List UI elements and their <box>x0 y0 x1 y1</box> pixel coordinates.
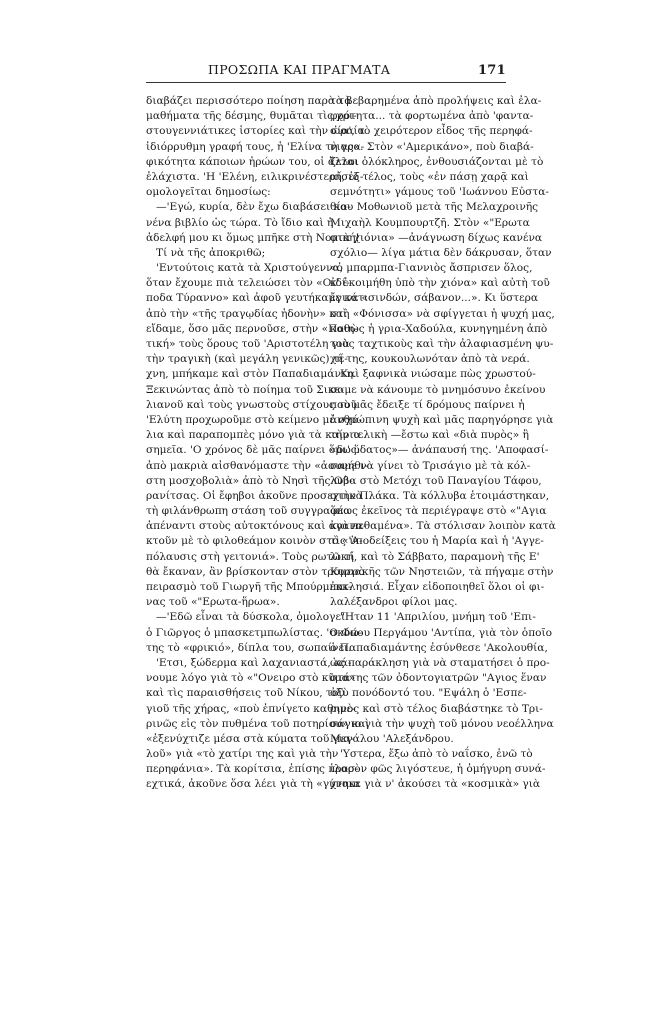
text-line: φικότητα κάποιων ἡρώων του, οἱ ἄλλοι <box>146 155 359 168</box>
text-line: λιανοῦ καὶ τοὺς γνωστοὺς στίχους τοῦ <box>146 398 358 411</box>
text-line: ἔγινε «σινδών, σάβανον...». Κι ὕστερα <box>330 292 539 305</box>
text-line: τὴν τραγικὴ (καὶ μεγάλη γενικῶς) τέ- <box>146 353 348 366</box>
text-line: στὴ «Φόνισσα» νὰ σφίγγεται ἡ ψυχή μας, <box>330 307 555 320</box>
text-line: ἱλαρὸν φῶς λιγόστευε, ἡ ὁμήγυρη συνά- <box>330 763 546 776</box>
text-line: κ' ἐκοιμήθη ὑπὸ τὴν χιόνα» καὶ αὐτὴ τοῦ <box>330 277 550 290</box>
text-line: τική» τοὺς ὅρους τοῦ 'Αριστοτέλη γιὰ <box>146 338 350 350</box>
text-line: ρινῶς εἰς τὸν πυθμένα τοῦ ποτηρίου» καὶ <box>146 717 370 730</box>
running-title: ΠΡΟΣΩΠΑ ΚΑΙ ΠΡΑΓΜΑΤΑ <box>208 62 391 77</box>
text-line: καθὼς ἡ γρια-Χαδούλα, κυνηγημένη ἀπὸ <box>330 322 548 335</box>
text-line: νουμε λόγο γιὰ τὸ «"Ονειρο στὸ κῦμα» <box>146 672 356 685</box>
text-line: Κυριακῆς τῶν Νηστειῶν, τὰ πήγαμε στὴν <box>330 565 554 578</box>
text-line: λυβα στὸ Μετόχι τοῦ Παναγίου Τάφου, <box>330 474 542 487</box>
text-line: ἀπέναντι στοὺς αὐτοκτόνους καὶ ἀγανα- <box>146 520 367 533</box>
text-line: σκόπου Περγάμου 'Αντίπα, γιὰ τὸν ὁποῖο <box>330 626 553 639</box>
text-line: ἐλάχιστα. 'Η 'Ελένη, ειλικρινέστερη, ἐξ- <box>146 170 364 183</box>
text-line: θίου Μοθωνιοῦ μετὰ τῆς Μελαχροινῆς <box>330 201 539 214</box>
text-line: λική, καὶ τὸ Σάββατο, παραμονὴ τῆς Ε' <box>330 550 540 563</box>
text-line: 'Εντούτοις κατὰ τὰ Χριστούγεννα, <box>156 262 344 275</box>
text-line: χή της, κουκουλωνόταν ἀπὸ τὰ νερά. <box>330 353 530 366</box>
text-line: Ξεκινώντας ἀπὸ τὸ ποίημα τοῦ Σικε- <box>146 383 344 396</box>
text-line: ἰδιόρρυθμη γραφή τους, ἡ 'Ελίνα τὴ γρα- <box>146 140 365 153</box>
text-line: ὀξὺ πονόδοντό του. "Εψάλη ὁ 'Εσπε- <box>330 687 527 700</box>
page-number: 171 <box>477 63 506 78</box>
text-line: ἀπὸ τὴν «τῆς τραγῳδίας ἡδονὴν» καὶ <box>146 307 348 320</box>
text-line: σαμε νὰ γίνει τὸ Τρισάγιο μὲ τὰ κόλ- <box>330 459 531 472</box>
text-line: «δι' ὕδατος»— ἀνάπαυσή της. 'Αποφασί- <box>330 444 549 457</box>
text-line: ὁ Γιῶργος ὁ μπασκετμπωλίστας. 'Ο Φώ- <box>146 626 363 639</box>
text-line: —'Εδῶ εἶναι τὰ δύσκολα, ὁμολογεῖ <box>156 611 346 624</box>
text-line: πόλαυσις στὴ γειτονιά». Τοὺς ρωτῶ τί <box>146 550 355 563</box>
text-line: στάτης τῶν ὀδοντογιατρῶν "Αγιος ἕναν <box>330 672 547 685</box>
text-line: κτοῦν μὲ τὸ φιλοθεάμον κοινὸν στὸ «'Α- <box>146 535 363 548</box>
text-line: ὁ Παπαδιαμάντης ἐσύνθεσε 'Ακολουθία, <box>330 641 548 654</box>
text-line: 'Ετσι, ξώδερμα καὶ λαχανιαστά, κά- <box>156 656 352 669</box>
text-line: χνη, μπήκαμε καὶ στὸν Παπαδιαμάντη. <box>146 368 357 381</box>
text-line: καὶ τὶς παραισθήσεις τοῦ Νίκου, τοῦ <box>146 687 345 700</box>
text-line: «ἐξενύχτιζε μέσα στὰ κύματα τοῦ για- <box>146 732 354 745</box>
right-text-column <box>330 94 556 793</box>
text-line: ρανίτσας. Οἱ ἔφηβοι ἀκοῦνε προσεχτικὰ <box>146 489 363 502</box>
text-line: τὶς ὑποδείξεις του ἡ Μαρία καὶ ἡ 'Αγγε- <box>330 535 544 548</box>
text-line: ποὺ μᾶς ἔδειξε τί δρόμους παίρνει ἡ <box>330 398 525 411</box>
text-line: 'Ελύτη προχωροῦμε στὸ κείμενο μὲ σχό- <box>146 413 362 426</box>
text-line: σαμε νὰ κάνουμε τὸ μνημόσυνο ἐκείνου <box>330 383 546 396</box>
text-line: ὡς παράκληση γιὰ νὰ σταματήσει ὁ προ- <box>330 656 550 669</box>
text-line: γιοῦ τῆς χήρας, «ποὺ ἐπνίγετο καθημε- <box>146 702 356 715</box>
text-line: καὶ πεθαμένα». Τὰ στόλισαν λοιπὸν κατὰ <box>330 520 556 533</box>
header-rule <box>146 82 506 83</box>
text-line: θὰ ἔκαναν, ἂν βρίσκονταν στὸν τρομερὸ <box>146 565 365 578</box>
text-line: ρινὸς καὶ στὸ τέλος διαβάστηκε τὸ Τρι- <box>330 702 543 715</box>
text-line: φρότητα... τὰ φορτωμένα ἀπὸ 'φαντα- <box>330 110 534 123</box>
text-line: νιας». Στὸν «'Αμερικάνο», ποὺ διαβά- <box>330 140 534 153</box>
running-header <box>146 62 506 78</box>
text-line: Καὶ ξαφνικὰ νιώσαμε πὼς χρωστού- <box>340 368 536 381</box>
text-line: «ὁ μπαρμπα-Γιαννιὸς ἄσπρισεν ὅλος, <box>330 262 533 275</box>
text-line: τὰ βεβαρημένα ἀπὸ προλήψεις καὶ ἐλα- <box>330 95 542 107</box>
text-line: τοὺς ταχτικοὺς καὶ τὴν ἀλαφιασμένη ψυ- <box>330 338 554 350</box>
text-line: σάγιο γιὰ τὴν ψυχὴ τοῦ μόνου νεοέλληνα <box>330 717 554 730</box>
text-line: σημεῖα. 'Ο χρόνος δὲ μᾶς παίρνει ὅμως: <box>146 444 361 457</box>
text-line: ὅπως ἐκεῖνος τὰ περιέγραψε στὸ «"Αγια <box>330 505 547 518</box>
text-line: ζεται ὁλόκληρος, ἐνθουσιάζονται μὲ τὸ <box>330 155 544 168</box>
text-line: εἴδαμε, ὅσο μᾶς περνοῦσε, στὴν «Ποιη- <box>146 322 358 335</box>
text-line: περηφάνια». Τὰ κορίτσια, ἐπίσης προσ- <box>146 763 359 776</box>
text-line: σχόλιο— λίγα μάτια δὲν δάκρυσαν, ὅταν <box>330 246 552 259</box>
text-line: μαθήματα τῆς δέσμης, θυμᾶται τὶς χρι- <box>146 110 357 123</box>
text-line: 'Υστερα, ἔξω ἀπὸ τὸ ναΐσκο, ἐνῶ τὸ <box>340 748 533 761</box>
text-line: ἐκκλησιά. Εἶχαν εἰδοποιηθεῖ ὅλοι οἱ φι- <box>330 581 545 593</box>
text-line: ἀπὸ μακριὰ αἰσθανόμαστε τὴν «ἀσυνήθι- <box>146 459 369 472</box>
text-line: πειρασμὸ τοῦ Γιωργῆ τῆς Μπούρμπαι- <box>146 581 352 593</box>
text-line: Μιχαὴλ Κουμπουρτζῆ. Στὸν «"Ερωτα <box>330 216 530 229</box>
text-line: αἴσιο τέλος, τοὺς «ἐν πάσῃ χαρᾷ καὶ <box>330 170 529 183</box>
text-line: σεμνότητι» γάμους τοῦ 'Ιωάννου Εὐστα- <box>330 186 549 199</box>
text-line: ομολογεῖται δημοσίως: <box>146 186 271 199</box>
text-line: διαβάζει περισσότερο ποίηση παρὰ τὰ <box>146 95 352 107</box>
text-line: στὴν Πλάκα. Τὰ κόλλυβα ἑτοιμάστηκαν, <box>330 489 550 502</box>
text-line: "Ηταν 11 'Απριλίου, μνήμη τοῦ 'Επι- <box>340 611 536 624</box>
text-line: λαλέξανδροι φίλοι μας. <box>330 596 458 609</box>
text-line: λοῦ» γιὰ «τὸ χατίρι της καὶ γιὰ τὴν <box>146 748 339 761</box>
text-line: νας τοῦ «"Ερωτα-ἥρωα». <box>146 596 280 609</box>
text-line: —'Εγώ, κυρία, δὲν ἔχω διαβάσει κα- <box>156 201 351 214</box>
text-line: εχτικά, ἀκοῦνε ὅσα λέει γιὰ τὴ «γύναια <box>146 778 361 791</box>
text-line: τὴ φιλάνθρωπη στάση τοῦ συγγραφέα <box>146 505 351 518</box>
text-line: ἀδελφή μου κι ὅμως μπῆκε στὴ Νομική! <box>146 231 360 244</box>
text-line: χτηκε γιὰ ν' ἀκούσει τὰ «κοσμικὰ» γιὰ <box>330 778 541 791</box>
text-line: νένα βιβλίο ὡς τώρα. Τὸ ἴδιο καὶ ἡ <box>146 216 334 229</box>
text-line: της τὸ «φρικιό», δίπλα του, σωπαίνει. <box>146 641 352 654</box>
text-line: ποδα Τύραννο» καὶ ἀφοῦ γευτήκαμε κάτι <box>146 292 369 305</box>
text-line: λια καὶ παραπομπὲς μόνο γιὰ τὰ καίρια <box>146 429 361 442</box>
text-line: στη μοσχοβολιὰ» ἀπὸ τὸ Νησὶ τῆς Οὐ- <box>146 474 353 487</box>
text-line: τὴν τελικὴ —ἔστω καὶ «διὰ πυρὸς» ἢ <box>330 429 529 442</box>
text-line: στουγεννιάτικες ἱστορίες καὶ τὴν ὡραία <box>146 125 365 138</box>
text-line: Μεγάλου 'Αλεξάνδρου. <box>330 732 454 745</box>
text-line: ἀνθρώπινη ψυχὴ καὶ μᾶς παρηγόρησε γιὰ <box>330 413 554 426</box>
left-text-column <box>146 94 370 793</box>
text-line: στὰ χιόνια» —ἀνάγνωση δίχως κανένα <box>330 231 543 244</box>
text-line: ὅταν ἔχουμε πιὰ τελειώσει τὸν «Οἰδί- <box>146 277 350 290</box>
text-line: σία', τὸ χειρότερον εἶδος τῆς περηφά- <box>330 125 533 138</box>
text-line: Τί νὰ τῆς ἀποκριθῶ; <box>156 246 266 259</box>
